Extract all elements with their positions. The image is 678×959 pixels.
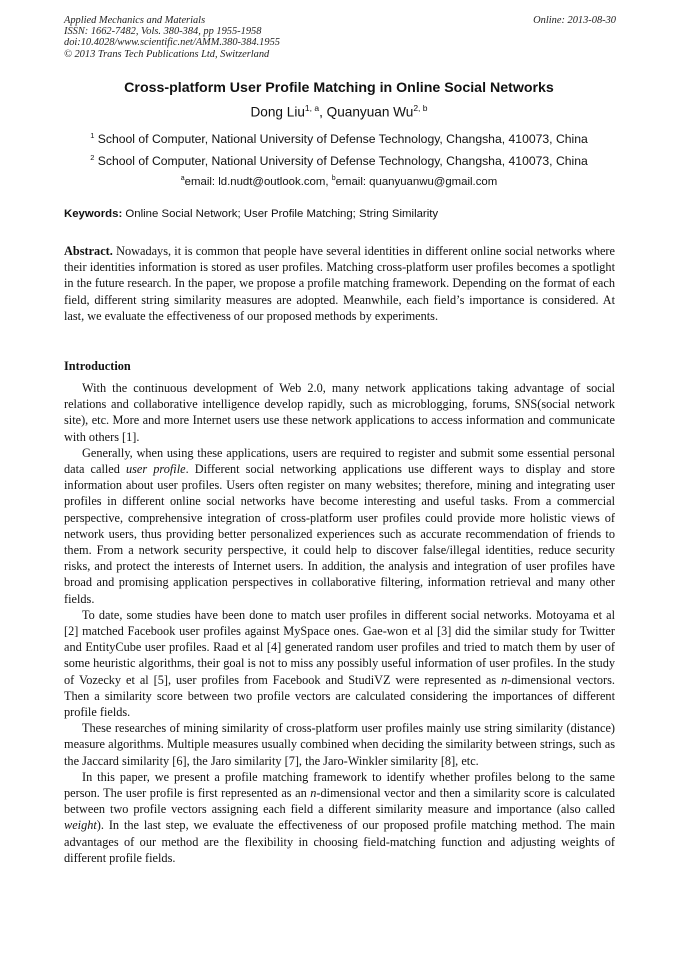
intro-paragraph-4: These researches of mining similarity of cross-platform user profiles mainly use string similarity (distance) measure algorithms. Multiple measures usually combined when deciding the similarity between strings, such as the Jaccard similarity [6], the Jaro similarity [7], the Jaro-Winkler similarity [8], etc. [64,721,615,768]
keywords-text: Online Social Network; User Profile Matching; String Similarity [122,208,439,220]
author-line [0,103,678,120]
email-line [0,175,678,188]
author-1-sup: 1, a [304,103,320,113]
intro-paragraph-5: In this paper, we present a profile matching framework to identify whether profiles belong to the same person. The user profile is first represented as an n-dimensional vector and then a similarity score is calculated between two profile vectors assigning each field a different similarity measure and importance (also called weight). In the last step, we evaluate the effectiveness of our proposed profile matching method. The main advantages of our method are the flexibility in choosing field-matching function and adjusting weights of different profile fields. [64,769,616,865]
doi-line: doi:10.4028/www.scientific.net/AMM.380-384.1955 [64,37,280,49]
introduction-body [64,380,615,866]
issn-line: ISSN: 1662-7482, Vols. 380-384, pp 1955-1958 [64,26,262,38]
abstract-label: Abstract. [64,244,113,258]
abstract [64,243,615,324]
author-1: Dong Liu [250,104,305,120]
abstract-text: Nowadays, it is common that people have several identities in different online social networks where their identities information is stored as user profiles. Matching cross-platform user profiles becomes a spotlight in the future research. In the paper, we propose a profile matching framework. Depending on the format of each field, different string similarity measures are adopted. Meanwhile, each field’s importance is considered. At last, we evaluate the effectiveness of our proposed methods by experiments. [64,244,615,323]
email-a: email: ld.nudt@outlook.com, [184,175,332,188]
affiliation-1-text: School of Computer, National University of Defense Technology, Changsha, 410073, China [97,132,588,147]
intro-paragraph-3: To date, some studies have been done to match user profiles in different social networks. Motoyama et al [2] matched Facebook user profiles against MySpace ones. Gae-won et al [3] did the similar study for Twitter and EntityCube user profiles. Raad et al [4] generated random user profiles and tried to match them by user of some heuristic algorithms, their goal is not to miss any possibly useful information of user profiles. In the study of Vozecky et al [5], user profiles from Facebook and StudiVZ were represented as n-dimensional vectors. Then a similarity score between two profile vectors are calculated considering the importances of different profile fields. [64,607,615,720]
author-2-sup: 2, b [413,103,428,113]
author-2: Quanyuan Wu [326,104,414,120]
section-heading-introduction: Introduction [64,359,131,373]
affiliation-1 [0,131,678,146]
online-date: Online: 2013-08-30 [533,15,616,26]
affiliation-1-sup: 1 [90,131,95,140]
intro-paragraph-1: With the continuous development of Web 2.0, many network applications taking advantage of social relations and collaborative intelligence develop rapidly, such as microblogging, forums, SNS(social network site), etc. More and more Internet users use these network applications to access information and communicate with others [1]. [64,381,615,444]
author-separator: , [319,104,327,120]
paper-title: Cross-platform User Profile Matching in Online Social Networks [124,80,554,96]
affiliation-2-text: School of Computer, National University of Defense Technology, Changsha, 410073, China [97,154,588,169]
email-a-sup: a [180,175,185,182]
keywords [64,208,616,220]
publication-header [64,15,616,60]
email-b-sup: b [331,175,336,182]
email-b: email: quanyuanwu@gmail.com [335,175,498,188]
keywords-label: Keywords: [64,208,123,220]
journal-name: Applied Mechanics and Materials [64,15,206,26]
copyright-line: © 2013 Trans Tech Publications Ltd, Switzerland [64,48,270,60]
affiliation-2 [0,153,678,168]
intro-paragraph-2: Generally, when using these applications, users are required to register and submit some essential personal data called user profile. Different social networking applications use different ways to display and store information about user profiles. Users often register on many websites; therefore, mining and integrating user profiles in different online social networks have become interesting and useful tasks. From a commercial perspective, comprehensive integration of cross-platform user profiles could provide more holistic views of network users, thus providing better personalized experiences such as accurate recommendation of friends to them. From a network security perspective, it could help to discover false/illegal identities, reduce security risks, and protect the interests of Internet users. In addition, the analysis and integration of user profiles have broad and promising application perspectives in collaborative filtering, information retrieval and many other fields. [64,445,615,606]
affiliation-2-sup: 2 [90,153,95,162]
